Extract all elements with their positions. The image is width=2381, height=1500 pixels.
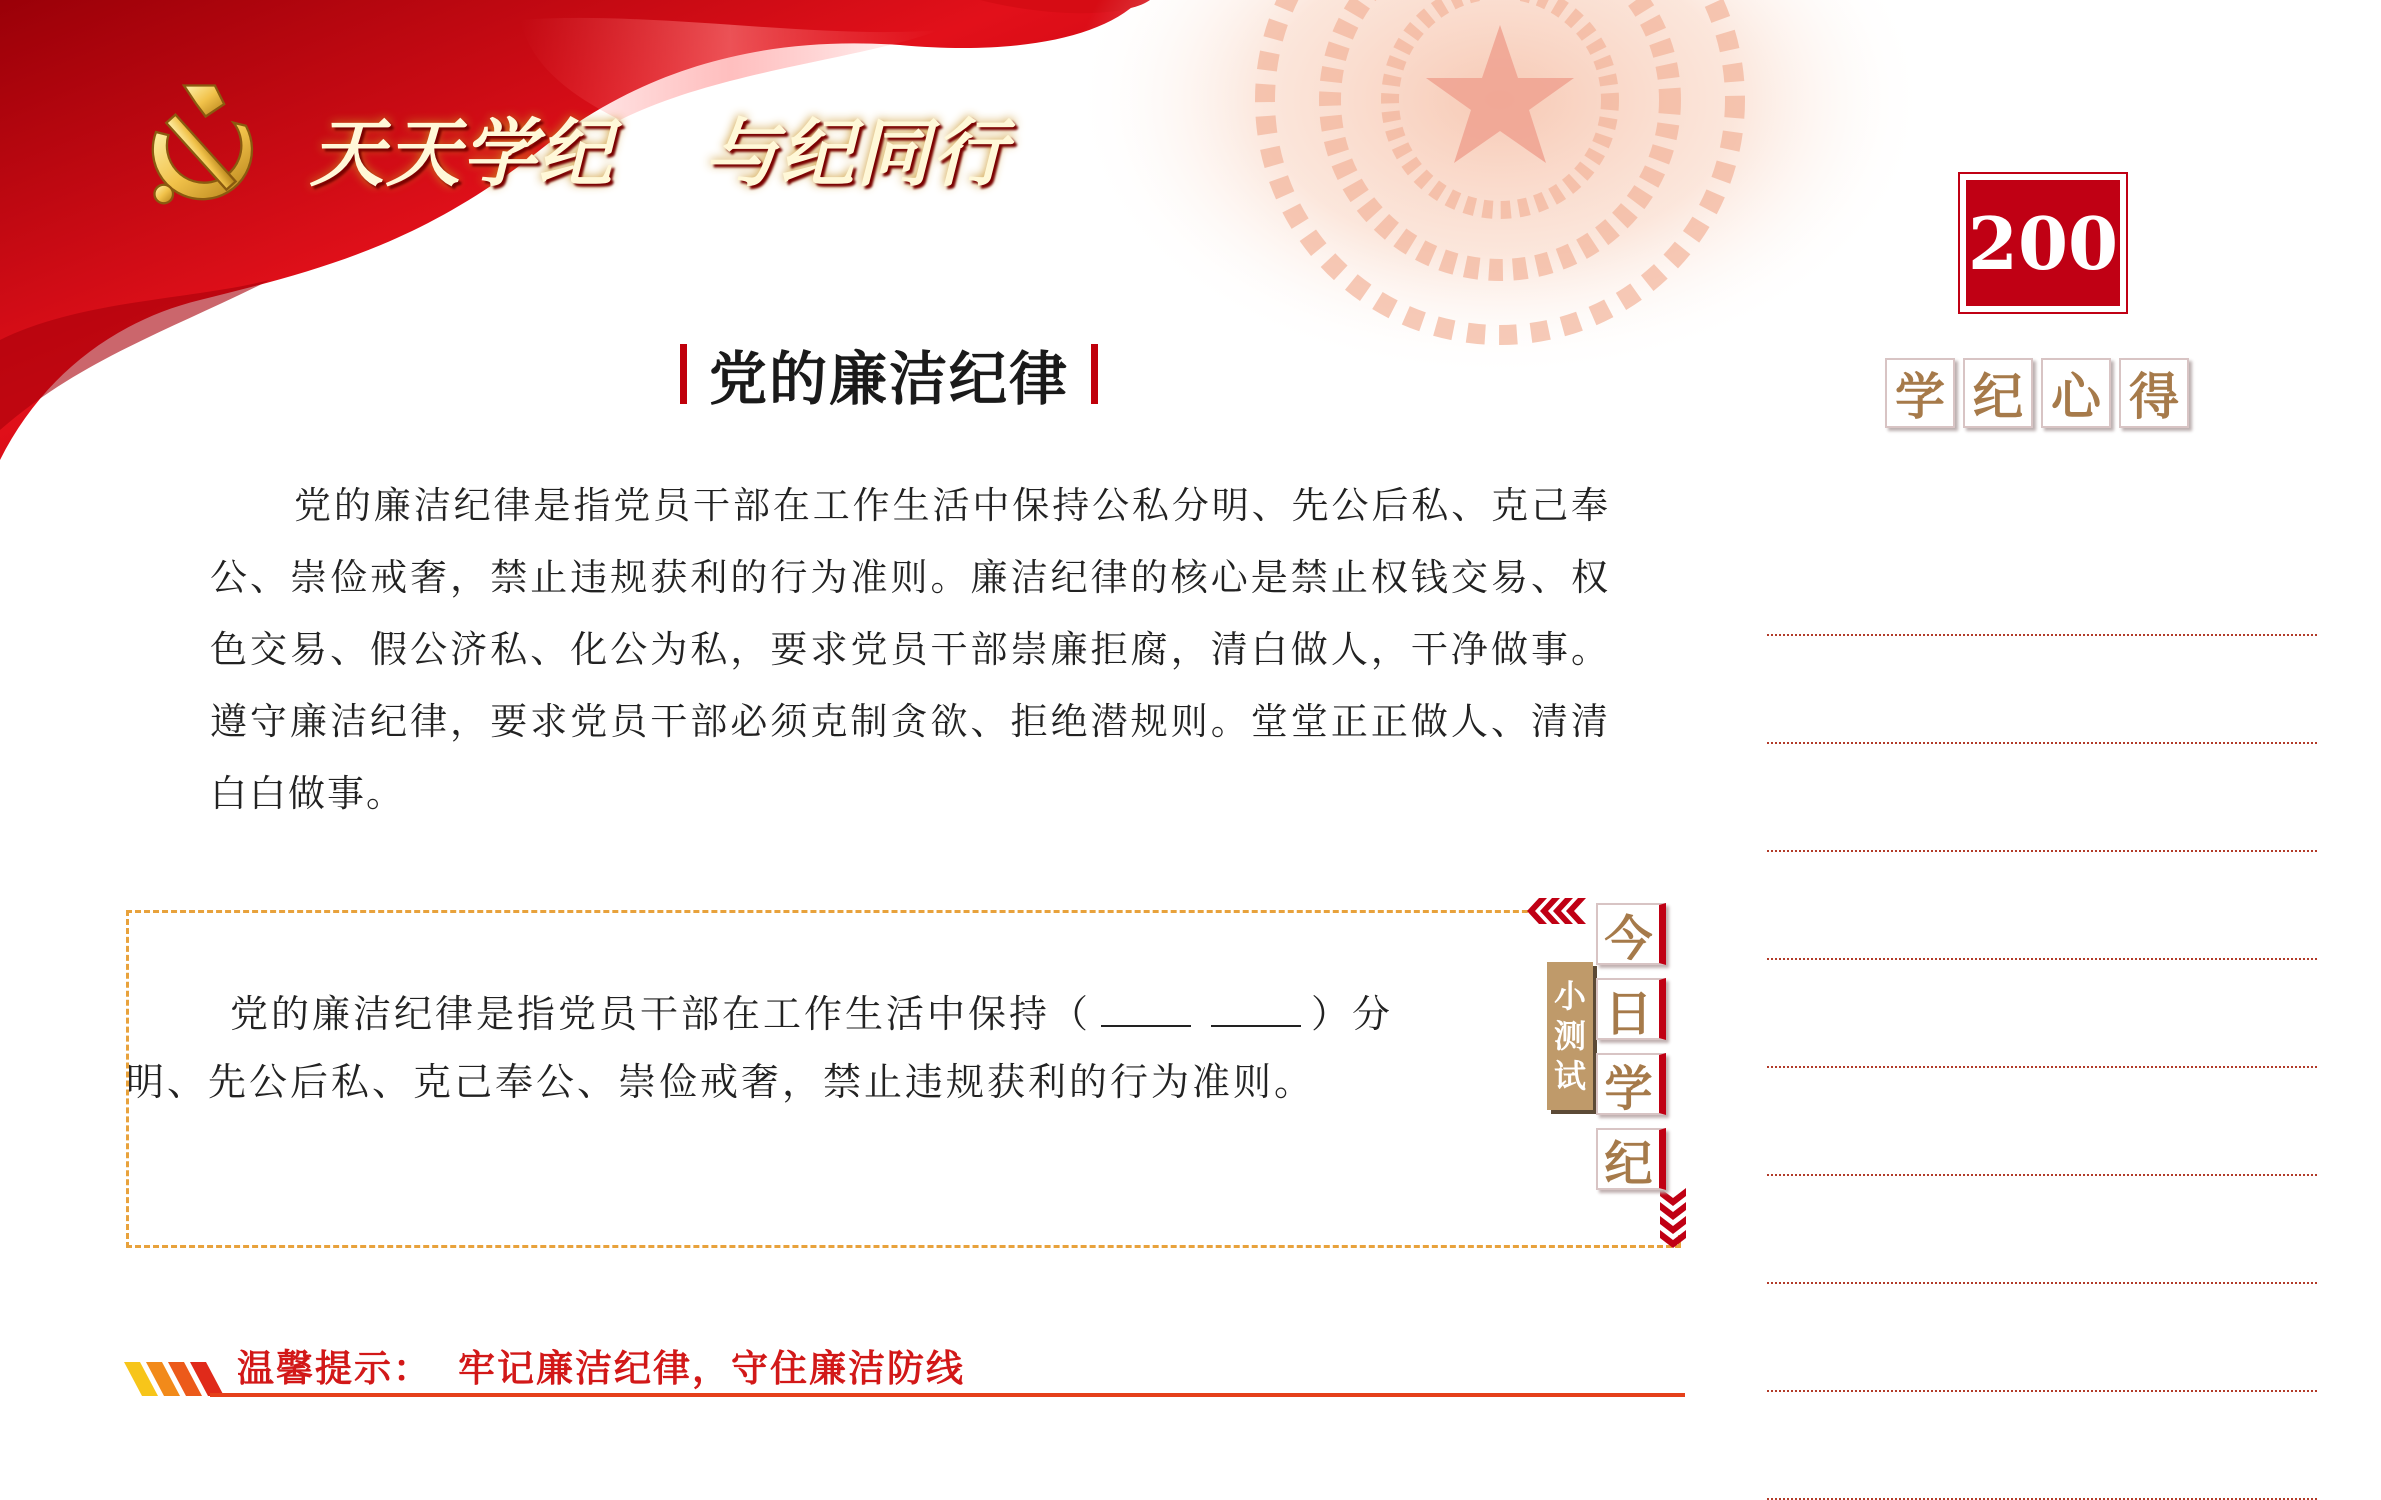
quiz-label-char: 学 (1596, 1053, 1666, 1115)
quiz-label-char: 今 (1596, 903, 1666, 965)
quiz-small-char: 小 (1553, 977, 1586, 1015)
quiz-text-rest: 分明、先公后私、克己奉公、崇俭戒奢，禁止违规获利的行为准则。 (126, 992, 1394, 1104)
note-line (1767, 528, 2317, 636)
quiz-small-label (1547, 962, 1593, 1110)
note-line (1767, 1068, 2317, 1176)
title-bar-right (1091, 344, 1098, 404)
article-title (680, 332, 1098, 416)
tip-text: 牢记廉洁纪律，守住廉洁防线 (458, 1347, 965, 1390)
issue-number: 200 (1967, 200, 2119, 286)
notes-title-char: 纪 (1963, 358, 2033, 428)
quiz-big-label (1596, 903, 1676, 1203)
tip-stripes-icon (124, 1362, 234, 1396)
notes-lines (1767, 528, 2317, 1500)
note-line (1767, 1176, 2317, 1284)
quiz-label-char: 日 (1596, 978, 1666, 1040)
quiz-question (126, 980, 1446, 1116)
article-body: 党的廉洁纪律是指党员干部在工作生活中保持公私分明、先公后私、克己奉公、崇俭戒奢，禁止违规获利的行为准则。廉洁纪律的核心是禁止权钱交易、权色交易、假公济私、化公为私，要求党员干部崇廉拒腐，清白做人，干净做事。遵守廉洁纪律，要求党员干部必须克制贪欲、拒绝潜规则。堂堂正正做人、清清白白做事。 (210, 484, 1610, 815)
notes-title-char: 学 (1885, 358, 1955, 428)
notes-title-char: 心 (2041, 358, 2111, 428)
note-line (1767, 1284, 2317, 1392)
quiz-small-char: 测 (1553, 1017, 1586, 1055)
note-line (1767, 744, 2317, 852)
quiz-label-char: 纪 (1596, 1128, 1666, 1190)
slogan-part-2: 与纪同行 (704, 111, 1008, 197)
tip-label: 温馨提示： (237, 1347, 432, 1390)
quiz-blank[interactable] (1101, 997, 1191, 1027)
note-line (1767, 960, 2317, 1068)
article-title-text: 党的廉洁纪律 (709, 345, 1070, 413)
quiz-blank[interactable] (1211, 997, 1301, 1027)
slogan (310, 95, 1008, 201)
title-bar-left (680, 344, 687, 404)
slogan-part-1: 天天学纪 (310, 111, 614, 197)
notes-title-char: 得 (2119, 358, 2189, 428)
quiz-text-before: 党的廉洁纪律是指党员干部在工作生活中保持（ (230, 992, 1092, 1036)
note-line (1767, 852, 2317, 960)
quiz-small-char: 试 (1553, 1057, 1586, 1095)
quiz-text-after: ） (1311, 992, 1353, 1036)
national-emblem-background (1060, 0, 1940, 390)
notes-title (1885, 358, 2189, 428)
note-line (1767, 636, 2317, 744)
party-emblem-icon (125, 70, 280, 225)
tip-underline (210, 1393, 1685, 1397)
note-line (1767, 1392, 2317, 1500)
chevron-left-icon (1527, 898, 1587, 924)
issue-number-badge (1958, 172, 2128, 314)
